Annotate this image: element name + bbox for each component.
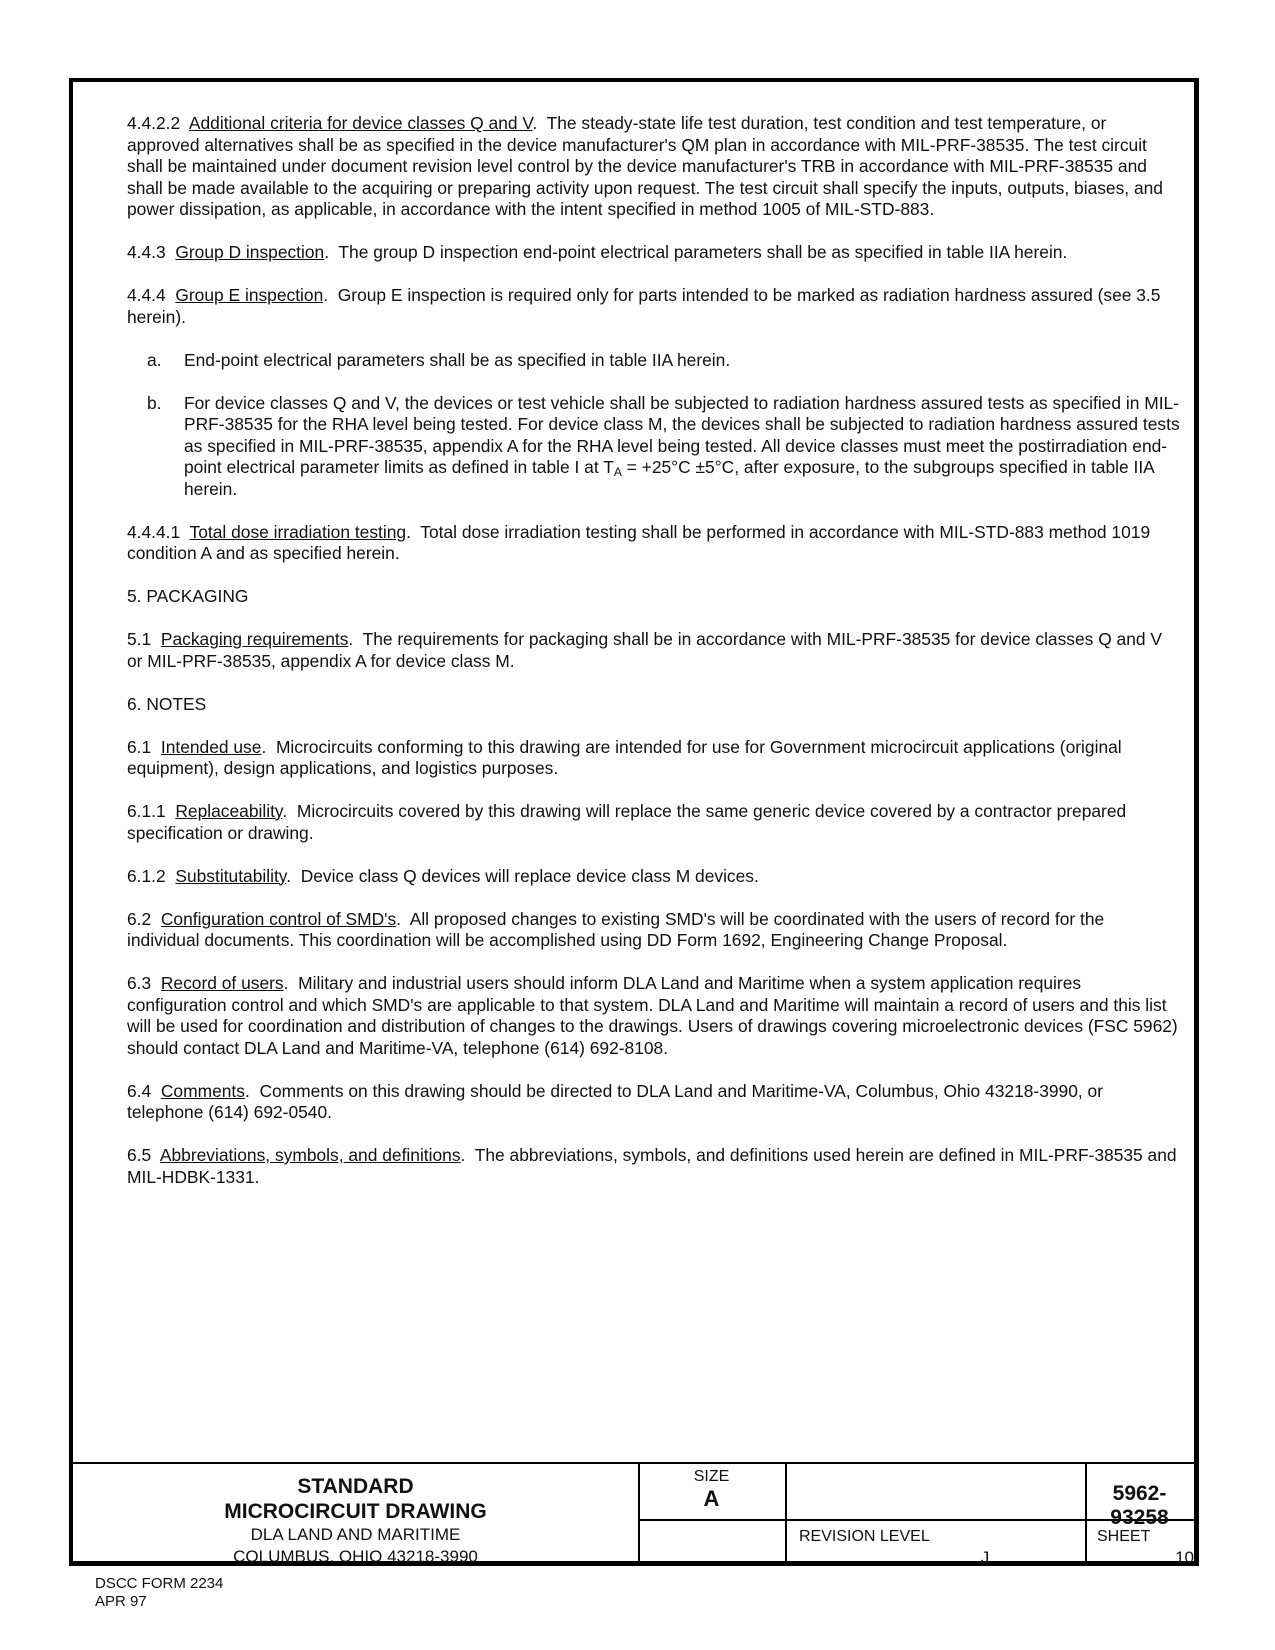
heading: Abbreviations, symbols, and definitions	[159, 1145, 461, 1165]
title-block-divider	[785, 1462, 787, 1561]
paragraph-4-4-4-1: 4.4.4.1 Total dose irradiation testing. Total dose irradiation testing shall be performed in accordance with MIL-STD-883 method 1019 condition A and as specified herein.	[127, 521, 1151, 563]
heading: Group D inspection	[175, 242, 325, 262]
paragraph-4-4-3: 4.4.3 Group D inspection. The group D inspection end-point electrical parameters shall be as specified in table IIA herein.	[127, 242, 1068, 262]
list-item-b: b. For device classes Q and V, the devices or test vehicle shall be subjected to radiation hardness assured tests as specified in MIL-PRF-38535 for the RHA level being tested. For device class M, the devices shall be subjected to radiation hardness assured tests as specified in MIL-PRF-38535, appendix A for the RHA level being tested. All device classes must meet the postirradiation end-point electrical parameter limits as defined in table I at $T_A = +25^\circ C \pm 5^\circ C$, after exposure, to the subgroups specified in table IIA herein.	[147, 392, 1180, 499]
paragraph-4-4-4: 4.4.4 Group E inspection. Group E inspection is required only for parts intended to be marked as radiation hardness assured (see 3.5 herein).	[127, 285, 1161, 327]
paragraph-6-5: 6.5 Abbreviations, symbols, and definitions. The abbreviations, symbols, and definitions used herein are defined in MIL-PRF-38535 and MIL-HDBK-1331.	[127, 1145, 1177, 1187]
document-body	[109, 113, 1181, 1210]
revision-value: J	[980, 1548, 990, 1567]
heading: Substitutability	[175, 865, 287, 886]
section-heading-packaging: 5. PACKAGING	[127, 586, 249, 606]
paragraph-5-1: 5.1 Packaging requirements. The requirements for packaging shall be in accordance with MIL-PRF-38535 for device classes Q and V or MIL-PRF-38535, appendix A for device class M.	[127, 629, 1162, 671]
heading: Total dose irradiation testing	[189, 521, 407, 542]
section-heading-notes: 6. NOTES	[127, 693, 207, 714]
form-number: DSCC FORM 2234 APR 97	[95, 1575, 224, 1610]
drawing-number: 5962-93258	[1110, 1482, 1169, 1529]
list-item-a: a. End-point electrical parameters shall be as specified in table IIA herein.	[147, 349, 731, 370]
revision-label: REVISION LEVEL	[799, 1528, 930, 1545]
heading: Group E inspection	[175, 285, 324, 305]
paragraph-6-2: 6.2 Configuration control of SMD's. All proposed changes to existing SMD's will be coordinated with the users of record for the individual documents. This coordination will be accomplished using DD Form 1692, Engineering Change Proposal.	[127, 908, 1105, 950]
size-label: SIZE	[693, 1468, 730, 1485]
paragraph-6-3: 6.3 Record of users. Military and industrial users should inform DLA Land and Maritime when a system application requires configuration control and which SMD's are applicable to that system. DLA Land and Maritime will maintain a record of users and this list will be used for coordination and distribution of changes to the drawings. Users of drawings covering microelectronic devices (FSC 5962) should contact DLA Land and Maritime-VA, telephone (614) 692-8108.	[127, 973, 1178, 1058]
title-block-standard: STANDARD MICROCIRCUIT DRAWING DLA LAND AND MARITIME COLUMBUS, OHIO 43218-3990	[224, 1475, 487, 1566]
heading: Intended use	[160, 736, 262, 757]
heading: Packaging requirements	[160, 629, 349, 649]
paragraph-4-4-2-2: 4.4.2.2 Additional criteria for device classes Q and V. The steady-state life test duration, test condition and test temperature, or approved alternatives shall be as specified in the device manufacturer's QM plan in accordance with MIL-PRF-38535. The test circuit shall be maintained under document revision level control by the device manufacturer's TRB in accordance with MIL-PRF-38535 and shall be made available to the acquiring or preparing activity upon request. The test circuit shall specify the inputs, outputs, biases, and power dissipation, as applicable, in accordance with the intent specified in method 1005 of MIL-STD-883.	[127, 113, 1163, 219]
paragraph-6-1-2: 6.1.2 Substitutability. Device class Q devices will replace device class M devices.	[127, 865, 759, 886]
paragraph-6-4: 6.4 Comments. Comments on this drawing should be directed to DLA Land and Maritime-VA, Columbus, Ohio 43218-3990, or telephone (614) 692-0540.	[127, 1080, 1104, 1122]
heading: Additional criteria for device classes Q and V	[188, 113, 533, 133]
size-value: A	[703, 1486, 720, 1511]
title-block	[73, 1462, 1194, 1567]
paragraph-6-1: 6.1 Intended use. Microcircuits conforming to this drawing are intended for use for Government microcircuit applications (original equipment), design applications, and logistics purposes.	[127, 736, 1122, 778]
paragraph-6-1-1: 6.1.1 Replaceability. Microcircuits covered by this drawing will replace the same generic device covered by a contractor prepared specification or drawing.	[127, 801, 1127, 843]
sheet-label: SHEET	[1097, 1528, 1151, 1545]
heading: Record of users	[160, 973, 284, 993]
heading: Comments	[160, 1080, 245, 1101]
sheet-value: 10	[1175, 1548, 1194, 1567]
heading: Configuration control of SMD's	[160, 908, 397, 929]
heading: Replaceability	[175, 801, 283, 821]
